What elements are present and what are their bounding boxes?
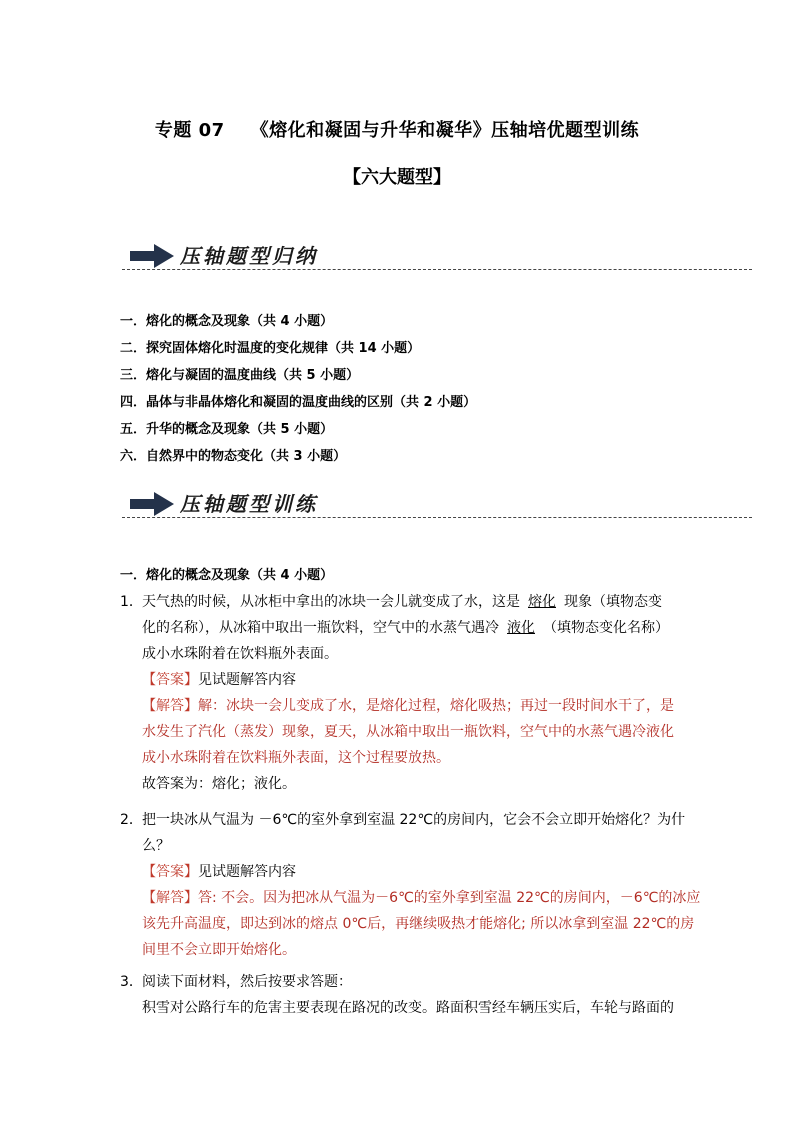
training-banner-title: 压轴题型训练	[180, 492, 318, 516]
banner-divider	[122, 269, 752, 270]
solution-line: 该先升高温度，即达到冰的熔点 0℃后，再继续吸热才能熔化; 所以冰拿到室温 22℃的房	[142, 916, 695, 932]
question-text: 化的名称），从冰箱中取出一瓶饮料，空气中的水蒸气遇冷	[142, 620, 499, 636]
question-line: 积雪对公路行车的危害主要表现在路况的改变。路面积雪经车辆压实后，车轮与路面的	[142, 1000, 674, 1016]
title-prefix: 专题 07	[154, 120, 225, 141]
list-item: 三．熔化与凝固的温度曲线（共 5 小题）	[120, 368, 360, 383]
question-2	[120, 807, 701, 963]
answer-tag: 【答案】	[142, 864, 198, 880]
arrow-icon	[130, 490, 176, 518]
question-type-list	[120, 308, 720, 470]
solution-line	[120, 693, 680, 719]
solution-tag: 【解答】	[142, 698, 198, 714]
training-banner	[122, 486, 752, 522]
question-1	[120, 589, 680, 797]
list-item: 一．熔化的概念及现象（共 4 小题）	[120, 314, 334, 329]
title-main: 《熔化和凝固与升华和凝华》压轴培优题型训练	[250, 120, 640, 141]
question-line	[120, 589, 680, 615]
answer-line	[120, 859, 680, 885]
solution-text: 答: 不会。因为把冰从气温为－6℃的室外拿到室温 22℃的房间内，－6℃的冰应	[198, 890, 701, 906]
question-line: 么？	[142, 838, 170, 854]
answer-blank: 液化	[507, 620, 535, 636]
summary-banner	[122, 238, 752, 274]
list-item: 六．自然界中的物态变化（共 3 小题）	[120, 449, 347, 464]
list-item: 五．升华的概念及现象（共 5 小题）	[120, 422, 334, 437]
question-text: 现象（填物态变	[564, 594, 662, 610]
banner-divider	[122, 517, 752, 518]
document-title	[0, 116, 794, 142]
question-text: （填物态变化名称）	[543, 620, 669, 636]
solution-conclusion: 故答案为：熔化；液化。	[142, 776, 296, 792]
answer-line	[120, 667, 680, 693]
question-number: 2．	[120, 812, 143, 828]
answer-text: 见试题解答内容	[198, 672, 296, 688]
question-line	[120, 615, 680, 641]
solution-line: 水发生了汽化（蒸发）现象，夏天，从冰箱中取出一瓶饮料，空气中的水蒸气遇冷液化	[142, 724, 674, 740]
solution-line: 间里不会立即开始熔化。	[142, 942, 296, 958]
summary-banner-title: 压轴题型归纳	[180, 244, 318, 268]
answer-tag: 【答案】	[142, 672, 198, 688]
question-line: 阅读下面材料，然后按要求答题：	[142, 974, 352, 990]
question-number: 3．	[120, 974, 143, 990]
question-number: 1．	[120, 594, 143, 610]
answer-text: 见试题解答内容	[198, 864, 296, 880]
question-line: 把一块冰从气温为 －6℃的室外拿到室温 22℃的房间内，它会不会立即开始熔化？为什	[142, 812, 686, 828]
question-line: 成小水珠附着在饮料瓶外表面。	[142, 646, 338, 662]
arrow-icon	[130, 242, 176, 270]
document-subtitle: 【六大题型】	[343, 167, 451, 188]
solution-text: 解：冰块一会儿变成了水，是熔化过程，熔化吸热；再过一段时间水干了，是	[198, 698, 674, 714]
question-text: 天气热的时候，从冰柜中拿出的冰块一会儿就变成了水，这是	[142, 594, 520, 610]
answer-blank: 熔化	[528, 594, 556, 610]
list-item: 四．晶体与非晶体熔化和凝固的温度曲线的区别（共 2 小题）	[120, 395, 477, 410]
list-item: 二．探究固体熔化时温度的变化规律（共 14 小题）	[120, 341, 421, 356]
solution-line: 成小水珠附着在饮料瓶外表面，这个过程要放热。	[142, 750, 450, 766]
solution-tag: 【解答】	[142, 890, 198, 906]
solution-line	[120, 885, 701, 911]
question-3	[120, 969, 680, 1021]
section-heading: 一．熔化的概念及现象（共 4 小题）	[120, 568, 334, 583]
